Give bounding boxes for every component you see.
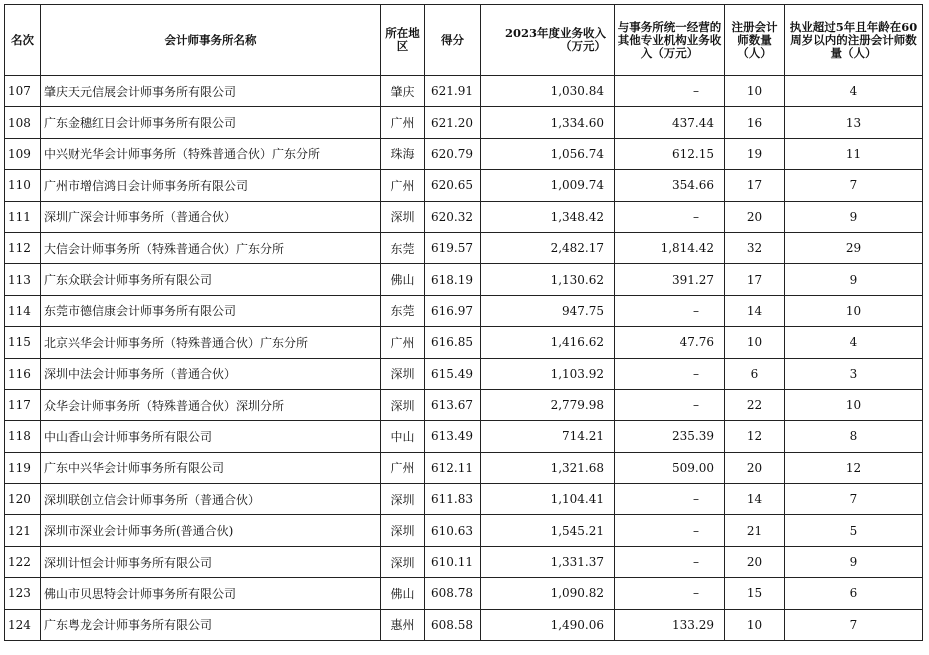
cell-rank: 108: [5, 107, 41, 138]
cell-cpa-count: 10: [725, 76, 785, 107]
cell-senior-cpa-count: 9: [785, 264, 923, 295]
cell-name: 广东粤龙会计师事务所有限公司: [41, 609, 381, 640]
cell-senior-cpa-count: 13: [785, 107, 923, 138]
cell-revenue: 2,779.98: [481, 389, 615, 420]
cell-cpa-count: 16: [725, 107, 785, 138]
cell-senior-cpa-count: 10: [785, 295, 923, 326]
cell-name: 广东众联会计师事务所有限公司: [41, 264, 381, 295]
table-row: [5, 138, 923, 169]
cell-score: 620.32: [425, 201, 481, 232]
cell-other-revenue: 1,814.42: [615, 232, 725, 263]
cell-name: 广东金穗红日会计师事务所有限公司: [41, 107, 381, 138]
table-row: [5, 484, 923, 515]
cell-region: 广州: [381, 327, 425, 358]
cell-revenue: 1,104.41: [481, 484, 615, 515]
cell-rank: 115: [5, 327, 41, 358]
header-region: 所在地区: [381, 5, 425, 76]
cell-name: 深圳计恒会计师事务所有限公司: [41, 546, 381, 577]
cell-score: 613.67: [425, 389, 481, 420]
cell-revenue: 714.21: [481, 421, 615, 452]
ranking-table: [4, 4, 923, 641]
cell-rank: 122: [5, 546, 41, 577]
cell-rank: 111: [5, 201, 41, 232]
table-row: [5, 327, 923, 358]
cell-other-revenue: 354.66: [615, 170, 725, 201]
cell-score: 621.91: [425, 76, 481, 107]
cell-revenue: 1,103.92: [481, 358, 615, 389]
table-row: [5, 295, 923, 326]
cell-name: 深圳联创立信会计师事务所（普通合伙）: [41, 484, 381, 515]
cell-senior-cpa-count: 9: [785, 201, 923, 232]
cell-score: 610.63: [425, 515, 481, 546]
cell-other-revenue: 509.00: [615, 452, 725, 483]
cell-senior-cpa-count: 8: [785, 421, 923, 452]
table-row: [5, 452, 923, 483]
cell-name: 深圳市深业会计师事务所(普通合伙): [41, 515, 381, 546]
cell-cpa-count: 17: [725, 264, 785, 295]
cell-cpa-count: 21: [725, 515, 785, 546]
cell-rank: 120: [5, 484, 41, 515]
cell-other-revenue: 612.15: [615, 138, 725, 169]
cell-rank: 118: [5, 421, 41, 452]
cell-senior-cpa-count: 3: [785, 358, 923, 389]
cell-cpa-count: 17: [725, 170, 785, 201]
cell-revenue: 1,321.68: [481, 452, 615, 483]
cell-name: 佛山市贝思特会计师事务所有限公司: [41, 578, 381, 609]
cell-cpa-count: 12: [725, 421, 785, 452]
cell-rank: 114: [5, 295, 41, 326]
cell-rank: 109: [5, 138, 41, 169]
cell-region: 东莞: [381, 295, 425, 326]
cell-name: 深圳中法会计师事务所（普通合伙）: [41, 358, 381, 389]
cell-score: 612.11: [425, 452, 481, 483]
cell-other-revenue: –: [615, 201, 725, 232]
cell-region: 佛山: [381, 578, 425, 609]
cell-other-revenue: 391.27: [615, 264, 725, 295]
cell-region: 肇庆: [381, 76, 425, 107]
cell-revenue: 1,334.60: [481, 107, 615, 138]
cell-region: 深圳: [381, 201, 425, 232]
cell-name: 深圳广深会计师事务所（普通合伙）: [41, 201, 381, 232]
cell-name: 中兴财光华会计师事务所（特殊普通合伙）广东分所: [41, 138, 381, 169]
cell-region: 东莞: [381, 232, 425, 263]
cell-rank: 124: [5, 609, 41, 640]
cell-rank: 119: [5, 452, 41, 483]
cell-senior-cpa-count: 12: [785, 452, 923, 483]
cell-name: 广州市增信鸿日会计师事务所有限公司: [41, 170, 381, 201]
cell-score: 618.19: [425, 264, 481, 295]
cell-region: 佛山: [381, 264, 425, 295]
cell-revenue: 947.75: [481, 295, 615, 326]
cell-region: 广州: [381, 107, 425, 138]
cell-cpa-count: 14: [725, 484, 785, 515]
cell-cpa-count: 32: [725, 232, 785, 263]
cell-senior-cpa-count: 4: [785, 76, 923, 107]
cell-name: 肇庆天元信展会计师事务所有限公司: [41, 76, 381, 107]
cell-other-revenue: –: [615, 484, 725, 515]
cell-rank: 110: [5, 170, 41, 201]
cell-senior-cpa-count: 6: [785, 578, 923, 609]
cell-cpa-count: 6: [725, 358, 785, 389]
cell-other-revenue: 437.44: [615, 107, 725, 138]
header-senior-cpa-count: 执业超过5年且年龄在60周岁以内的注册会计师数量（人）: [785, 5, 923, 76]
table-row: [5, 578, 923, 609]
cell-score: 621.20: [425, 107, 481, 138]
cell-name: 中山香山会计师事务所有限公司: [41, 421, 381, 452]
cell-other-revenue: –: [615, 578, 725, 609]
cell-senior-cpa-count: 11: [785, 138, 923, 169]
cell-region: 深圳: [381, 389, 425, 420]
table-body: [5, 76, 923, 641]
cell-revenue: 1,545.21: [481, 515, 615, 546]
cell-revenue: 1,130.62: [481, 264, 615, 295]
cell-other-revenue: 133.29: [615, 609, 725, 640]
cell-rank: 113: [5, 264, 41, 295]
cell-senior-cpa-count: 4: [785, 327, 923, 358]
cell-score: 620.79: [425, 138, 481, 169]
cell-cpa-count: 15: [725, 578, 785, 609]
cell-rank: 121: [5, 515, 41, 546]
cell-rank: 123: [5, 578, 41, 609]
header-score: 得分: [425, 5, 481, 76]
header-revenue: 2023年度业务收入（万元）: [481, 5, 615, 76]
cell-cpa-count: 14: [725, 295, 785, 326]
table-row: [5, 232, 923, 263]
cell-region: 深圳: [381, 358, 425, 389]
cell-rank: 112: [5, 232, 41, 263]
cell-other-revenue: –: [615, 515, 725, 546]
header-name: 会计师事务所名称: [41, 5, 381, 76]
cell-rank: 107: [5, 76, 41, 107]
table-row: [5, 201, 923, 232]
cell-cpa-count: 22: [725, 389, 785, 420]
table-header: [5, 5, 923, 76]
cell-cpa-count: 20: [725, 452, 785, 483]
cell-score: 620.65: [425, 170, 481, 201]
cell-name: 东莞市德信康会计师事务所有限公司: [41, 295, 381, 326]
table-row: [5, 609, 923, 640]
cell-other-revenue: –: [615, 358, 725, 389]
table-row: [5, 264, 923, 295]
cell-score: 616.97: [425, 295, 481, 326]
cell-score: 608.58: [425, 609, 481, 640]
cell-cpa-count: 20: [725, 201, 785, 232]
header-rank: 名次: [5, 5, 41, 76]
cell-rank: 116: [5, 358, 41, 389]
table-row: [5, 546, 923, 577]
cell-other-revenue: 47.76: [615, 327, 725, 358]
cell-score: 619.57: [425, 232, 481, 263]
cell-region: 深圳: [381, 515, 425, 546]
cell-other-revenue: –: [615, 295, 725, 326]
cell-revenue: 1,331.37: [481, 546, 615, 577]
cell-name: 众华会计师事务所（特殊普通合伙）深圳分所: [41, 389, 381, 420]
cell-name: 大信会计师事务所（特殊普通合伙）广东分所: [41, 232, 381, 263]
table-row: [5, 421, 923, 452]
cell-region: 珠海: [381, 138, 425, 169]
cell-cpa-count: 19: [725, 138, 785, 169]
table-row: [5, 76, 923, 107]
cell-revenue: 1,490.06: [481, 609, 615, 640]
cell-rank: 117: [5, 389, 41, 420]
cell-score: 611.83: [425, 484, 481, 515]
cell-region: 深圳: [381, 484, 425, 515]
cell-region: 惠州: [381, 609, 425, 640]
cell-revenue: 1,030.84: [481, 76, 615, 107]
cell-senior-cpa-count: 9: [785, 546, 923, 577]
cell-other-revenue: –: [615, 546, 725, 577]
cell-score: 610.11: [425, 546, 481, 577]
header-other-revenue: 与事务所统一经营的其他专业机构业务收入（万元）: [615, 5, 725, 76]
cell-region: 中山: [381, 421, 425, 452]
cell-score: 613.49: [425, 421, 481, 452]
cell-senior-cpa-count: 10: [785, 389, 923, 420]
cell-other-revenue: –: [615, 389, 725, 420]
cell-senior-cpa-count: 7: [785, 609, 923, 640]
cell-senior-cpa-count: 7: [785, 484, 923, 515]
cell-cpa-count: 10: [725, 327, 785, 358]
cell-region: 广州: [381, 170, 425, 201]
cell-revenue: 2,482.17: [481, 232, 615, 263]
cell-senior-cpa-count: 7: [785, 170, 923, 201]
table-row: [5, 170, 923, 201]
cell-region: 广州: [381, 452, 425, 483]
cell-score: 608.78: [425, 578, 481, 609]
table-row: [5, 107, 923, 138]
cell-region: 深圳: [381, 546, 425, 577]
cell-senior-cpa-count: 29: [785, 232, 923, 263]
cell-other-revenue: 235.39: [615, 421, 725, 452]
cell-score: 615.49: [425, 358, 481, 389]
cell-revenue: 1,056.74: [481, 138, 615, 169]
cell-revenue: 1,009.74: [481, 170, 615, 201]
header-cpa-count: 注册会计师数量（人）: [725, 5, 785, 76]
table-row: [5, 515, 923, 546]
cell-other-revenue: –: [615, 76, 725, 107]
table-row: [5, 389, 923, 420]
cell-cpa-count: 10: [725, 609, 785, 640]
cell-cpa-count: 20: [725, 546, 785, 577]
cell-name: 北京兴华会计师事务所（特殊普通合伙）广东分所: [41, 327, 381, 358]
cell-revenue: 1,348.42: [481, 201, 615, 232]
cell-senior-cpa-count: 5: [785, 515, 923, 546]
cell-revenue: 1,090.82: [481, 578, 615, 609]
cell-revenue: 1,416.62: [481, 327, 615, 358]
cell-name: 广东中兴华会计师事务所有限公司: [41, 452, 381, 483]
table-row: [5, 358, 923, 389]
cell-score: 616.85: [425, 327, 481, 358]
